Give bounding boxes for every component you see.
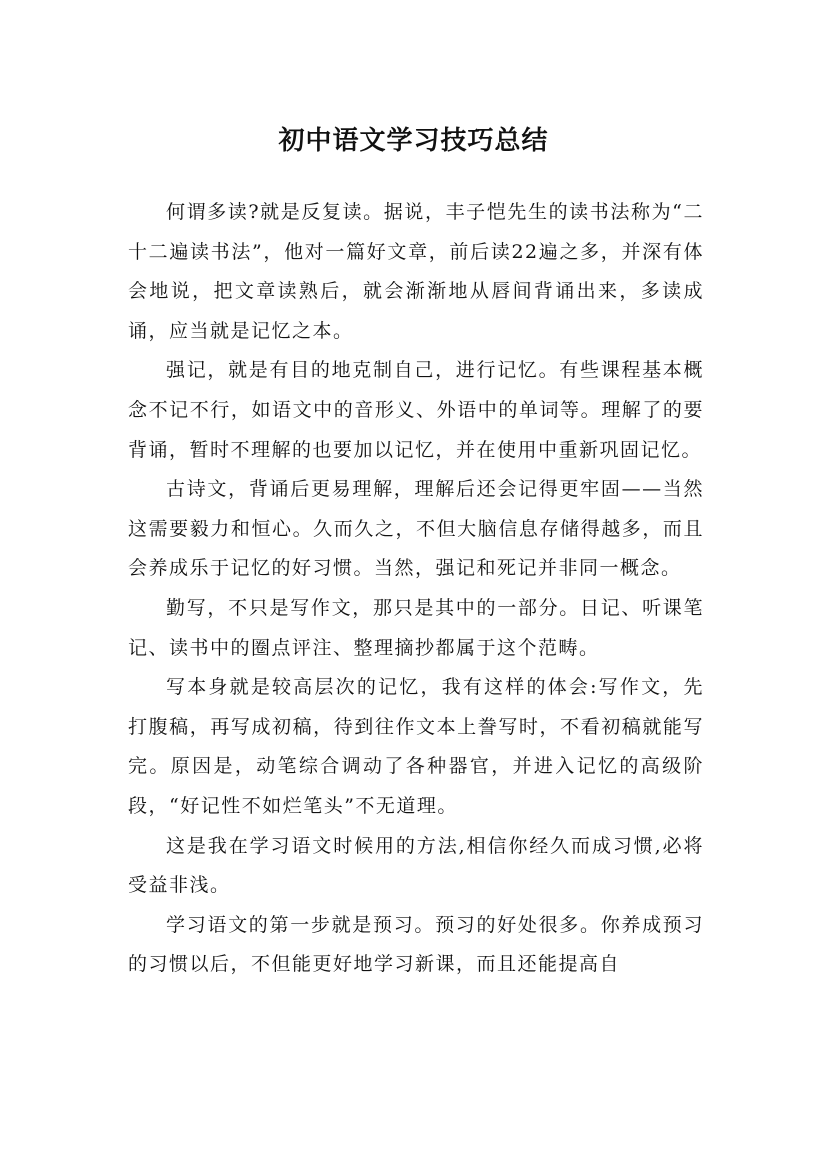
paragraph-writing: 勤写，不只是写作文，那只是其中的一部分。日记、听课笔记、读书中的圈点评注、整理摘抄都属于这个范畴。 <box>128 596 704 659</box>
paragraph-writing-memory: 写本身就是较高层次的记忆，我有这样的体会:写作文，先打腹稿，再写成初稿，待到往作文本上誊写时，不看初稿就能写完。原因是，动笔综合调动了各种器官，并进入记忆的高级阶段，“好记性不如烂笔头”不无道理。 <box>128 676 704 817</box>
document-body <box>128 193 704 985</box>
document-title: 初中语文学习技巧总结 <box>278 126 549 157</box>
paragraph-reading: 何谓多读?就是反复读。据说，丰子恺先生的读书法称为“二十二遍读书法”，他对一篇好文章，前后读22遍之多，并深有体会地说，把文章读熟后，就会渐渐地从唇间背诵出来，多读成诵，应当就是记忆之本。 <box>128 201 704 342</box>
paragraph-memorizing: 强记，就是有目的地克制自己，进行记忆。有些课程基本概念不记不行，如语文中的音形义、外语中的单词等。理解了的要背诵，暂时不理解的也要加以记忆，并在使用中重新巩固记忆。 <box>128 359 704 461</box>
paragraph-preview: 学习语文的第一步就是预习。预习的好处很多。你养成预习的习惯以后，不但能更好地学习新课，而且还能提高自 <box>128 913 704 976</box>
paragraph-method-summary: 这是我在学习语文时候用的方法,相信你经久而成习惯,必将受益非浅。 <box>128 834 704 897</box>
paragraph-classical-poetry: 古诗文，背诵后更易理解，理解后还会记得更牢固——当然这需要毅力和恒心。久而久之，不但大脑信息存储得越多，而且会养成乐于记忆的好习惯。当然，强记和死记并非同一概念。 <box>128 478 704 580</box>
